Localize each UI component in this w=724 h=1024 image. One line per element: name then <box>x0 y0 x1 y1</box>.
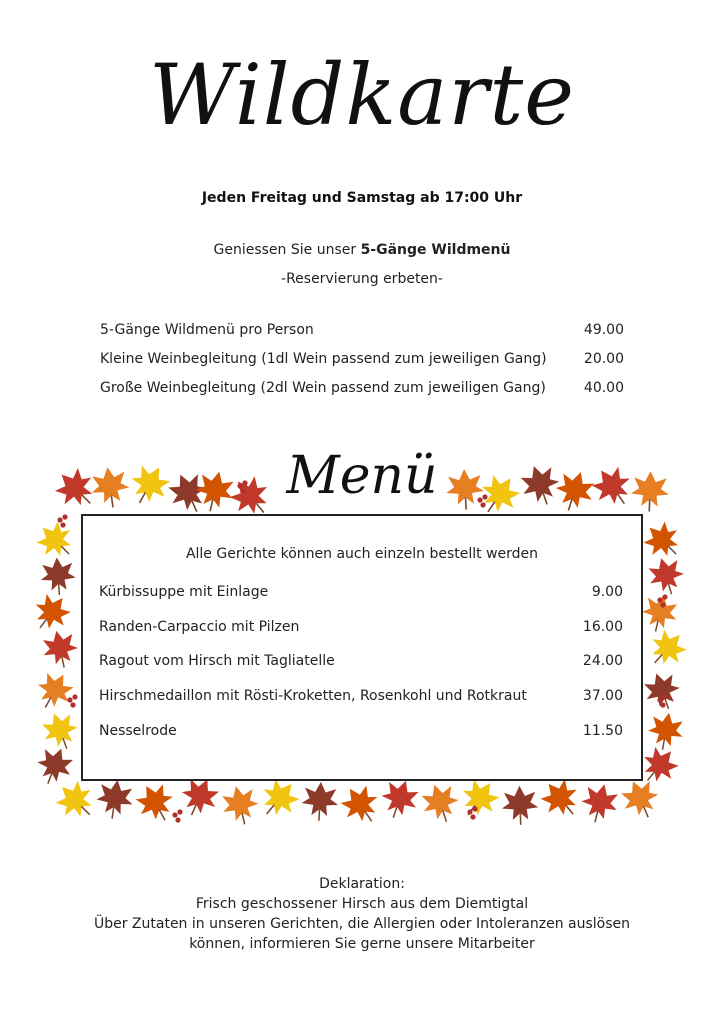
autumn-leaf-icon <box>376 775 423 824</box>
autumn-leaf-icon <box>39 556 77 596</box>
autumn-leaf-icon <box>501 785 539 825</box>
autumn-leaf-icon <box>640 668 685 715</box>
menu-item <box>99 723 623 758</box>
berry-icon <box>172 809 182 822</box>
autumn-leaf-icon <box>49 774 102 827</box>
dish-price: 16.00 <box>582 618 623 635</box>
autumn-leaf-icon <box>645 710 686 753</box>
menu-title: Menü <box>286 446 438 506</box>
dish-price: 9.00 <box>591 584 623 600</box>
autumn-leaf-icon <box>644 553 688 599</box>
autumn-leaf-icon <box>94 777 135 821</box>
berry-icon <box>67 694 77 707</box>
offer-name: 5-Gänge Wildmenü pro Person <box>100 322 314 338</box>
dish-price: 11.50 <box>582 722 623 739</box>
reservation-note: -Reservierung erbeten- <box>281 271 443 287</box>
autumn-leaf-icon <box>637 515 688 566</box>
declaration-line: können, informieren Sie gerne unsere Mitarbeiter <box>189 936 535 952</box>
dish-name: Kürbissuppe mit Einlage <box>99 584 269 600</box>
autumn-leaf-icon <box>31 742 77 790</box>
menu-item <box>99 653 623 688</box>
intro-menu-name: 5-Gänge Wildmenü <box>360 242 511 258</box>
autumn-leaf-icon <box>130 777 181 829</box>
declaration-line: Über Zutaten in unseren Gerichten, die Allergien oder Intoleranzen auslösen <box>93 916 631 932</box>
opening-hours: Jeden Freitag und Samstag ab 17:00 Uhr <box>201 190 523 206</box>
autumn-leaf-icon <box>301 781 339 822</box>
menu-item <box>99 688 623 723</box>
menu-list <box>99 584 623 757</box>
autumn-leaf-icon <box>577 780 622 827</box>
offer-price: 40.00 <box>583 380 624 396</box>
menu-note: Alle Gerichte können auch einzeln bestellt werden <box>185 546 539 562</box>
dish-name: Nesselrode <box>99 722 177 739</box>
declaration-line: Frisch geschossener Hirsch aus dem Diemtigtal <box>195 896 529 912</box>
autumn-leaf-icon <box>26 587 77 638</box>
offer-name: Kleine Weinbegleitung (1dl Wein passend zum jeweiligen Gang) <box>100 351 547 367</box>
declaration-label: Deklaration: <box>319 876 405 892</box>
autumn-leaf-icon <box>38 708 84 755</box>
autumn-leaf-icon <box>642 623 693 674</box>
offer-price: 20.00 <box>583 351 624 367</box>
autumn-leaf-icon <box>30 515 81 566</box>
autumn-leaf-icon <box>616 774 665 824</box>
dish-name: Randen-Carpaccio mit Pilzen <box>99 618 300 635</box>
page-title: Wildkarte <box>149 46 575 144</box>
dish-name: Hirschmedaillon mit Rösti-Kroketten, Rosenkohl und Rotkraut <box>99 688 527 705</box>
offer-price: 49.00 <box>583 322 624 338</box>
intro-prefix: Geniessen Sie unser <box>213 242 361 258</box>
autumn-leaf-icon <box>417 779 464 827</box>
menu-item <box>99 584 623 619</box>
berry-icon <box>467 806 477 819</box>
autumn-leaf-icon <box>39 627 81 671</box>
offer-name: Große Weinbegleitung (2dl Wein passend zum jeweiligen Gang) <box>100 380 546 396</box>
menu-item <box>99 619 623 654</box>
dish-price: 24.00 <box>582 653 623 670</box>
menu-card <box>81 514 643 781</box>
dish-name: Ragout vom Hirsch mit Tagliatelle <box>99 653 335 670</box>
autumn-leaf-icon <box>30 666 79 716</box>
autumn-leaf-icon <box>335 779 387 832</box>
dish-price: 37.00 <box>582 688 623 705</box>
autumn-leaf-icon <box>218 782 262 828</box>
